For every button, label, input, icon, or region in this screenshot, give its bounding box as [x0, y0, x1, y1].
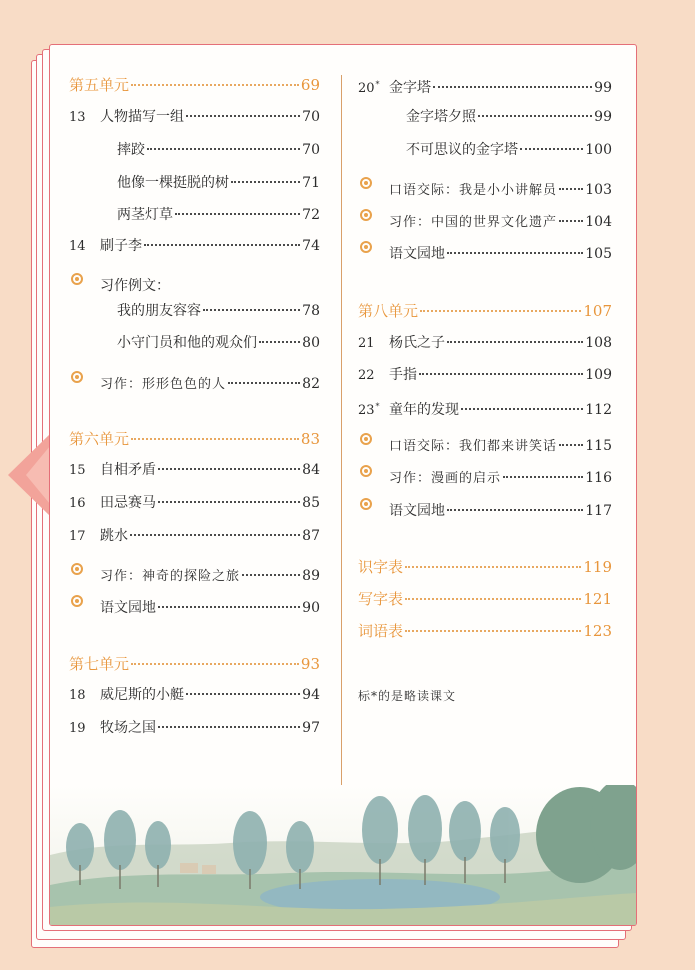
entry-title: 人物描写一组 — [100, 109, 184, 125]
bullseye-icon — [69, 266, 100, 290]
lesson-number-text: 13 — [69, 110, 86, 125]
page-number: 78 — [302, 303, 320, 319]
lesson-number-text: 18 — [69, 688, 86, 703]
dot-leader — [447, 252, 583, 254]
page-number: 94 — [302, 687, 320, 703]
toc-activity-entry[interactable] — [69, 364, 320, 392]
toc-lesson-entry[interactable] — [358, 363, 612, 387]
column-divider — [341, 75, 342, 802]
toc-lesson-entry[interactable] — [358, 73, 612, 97]
toc-activity-entry[interactable] — [358, 234, 612, 262]
page-number: 105 — [585, 246, 612, 262]
toc-activity-entry[interactable] — [69, 266, 320, 294]
toc-lesson-entry[interactable] — [69, 491, 320, 515]
lesson-number — [358, 332, 389, 356]
entry-title: 不可思议的金字塔 — [406, 142, 518, 158]
dot-leader — [231, 181, 300, 183]
skim-reading-star: * — [375, 402, 380, 411]
bookmark-ribbon-icon — [4, 432, 52, 518]
lesson-number-text: 14 — [69, 239, 86, 254]
lesson-number — [69, 684, 100, 708]
dot-leader — [420, 310, 581, 312]
entry-title: 口语交际：我是小小讲解员 — [389, 183, 558, 198]
entry-title: 牧场之国 — [100, 720, 156, 736]
toc-unit-heading[interactable] — [69, 427, 320, 451]
lesson-number — [69, 717, 100, 741]
page-number: 123 — [583, 622, 612, 640]
page-number: 119 — [583, 558, 612, 576]
bullseye-icon — [358, 170, 389, 194]
entry-title: 第五单元 — [69, 76, 130, 94]
toc-subentry[interactable] — [117, 171, 320, 195]
dot-leader — [419, 373, 583, 375]
page-number: 99 — [594, 109, 612, 125]
lesson-number — [69, 525, 100, 549]
dot-leader — [175, 213, 300, 215]
lesson-number-text: 20 — [358, 81, 375, 96]
toc-subentry[interactable] — [406, 105, 612, 129]
entry-title: 口语交际：我们都来讲笑话 — [389, 439, 558, 454]
entry-title: 习作例文： — [100, 278, 170, 294]
toc-unit-heading[interactable] — [358, 555, 612, 579]
entry-title: 摔跤 — [117, 142, 145, 158]
lesson-number — [358, 73, 389, 101]
page-number: 100 — [585, 142, 612, 158]
dot-leader — [559, 220, 583, 222]
lesson-number — [69, 492, 100, 516]
toc-activity-entry[interactable] — [358, 491, 612, 519]
toc-lesson-entry[interactable] — [69, 716, 320, 740]
page-number: 97 — [302, 720, 320, 736]
entry-title: 习作：漫画的启示 — [389, 471, 502, 486]
entry-title: 语文园地 — [100, 600, 156, 616]
entry-title: 第八单元 — [358, 302, 419, 320]
entry-title: 第七单元 — [69, 655, 130, 673]
toc-lesson-entry[interactable] — [69, 234, 320, 258]
dot-leader — [158, 468, 300, 470]
toc-activity-entry[interactable] — [358, 458, 612, 486]
bullseye-icon — [358, 491, 389, 515]
dot-leader — [228, 382, 300, 384]
toc-unit-heading[interactable] — [69, 652, 320, 676]
page-number: 89 — [302, 568, 320, 584]
bullseye-icon — [69, 588, 100, 612]
toc-lesson-entry[interactable] — [69, 458, 320, 482]
toc-lesson-entry[interactable] — [69, 105, 320, 129]
entry-title: 田忌赛马 — [100, 495, 156, 511]
toc-lesson-entry[interactable] — [69, 683, 320, 707]
abbreviation-note: 标*的是略读课文 — [358, 689, 457, 703]
page-number: 82 — [302, 376, 320, 392]
page-number: 104 — [585, 214, 612, 230]
dot-leader — [147, 148, 300, 150]
toc-activity-entry[interactable] — [358, 426, 612, 454]
dot-leader — [405, 566, 581, 568]
dot-leader — [158, 501, 300, 503]
toc-lesson-entry[interactable] — [358, 331, 612, 355]
page-number: 70 — [302, 109, 320, 125]
entry-title: 习作：中国的世界文化遗产 — [389, 215, 558, 230]
dot-leader — [131, 438, 299, 440]
page-number: 109 — [585, 367, 612, 383]
page-number: 83 — [300, 430, 320, 448]
entry-title: 小守门员和他的观众们 — [117, 335, 257, 351]
bullseye-icon — [358, 426, 389, 450]
page-number: 112 — [585, 402, 612, 418]
page-number: 115 — [585, 438, 612, 454]
entry-title: 童年的发现 — [389, 402, 459, 418]
entry-title: 杨氏之子 — [389, 335, 445, 351]
bullseye-icon — [358, 458, 389, 482]
page-number: 116 — [585, 470, 612, 486]
dot-leader — [520, 148, 583, 150]
page-number: 69 — [300, 76, 320, 94]
toc-activity-entry[interactable] — [358, 170, 612, 198]
toc-subentry[interactable] — [117, 299, 320, 323]
entry-title: 语文园地 — [389, 246, 445, 262]
entry-title: 威尼斯的小艇 — [100, 687, 184, 703]
page-number: 70 — [302, 142, 320, 158]
lesson-number-text: 16 — [69, 496, 86, 511]
entry-title: 习作：形形色色的人 — [100, 377, 227, 392]
entry-title: 第六单元 — [69, 430, 130, 448]
entry-title: 他像一棵挺脱的树 — [117, 175, 229, 191]
bullseye-icon — [358, 234, 389, 258]
page-number: 107 — [583, 302, 612, 320]
toc-activity-entry[interactable] — [69, 556, 320, 584]
page-number: 72 — [302, 207, 320, 223]
entry-title: 金字塔 — [389, 80, 431, 96]
skim-reading-star: * — [375, 80, 380, 89]
page-number: 121 — [583, 590, 612, 608]
toc-unit-heading[interactable] — [358, 299, 612, 323]
page-number: 90 — [302, 600, 320, 616]
lesson-number — [69, 106, 100, 130]
page-number: 85 — [302, 495, 320, 511]
dot-leader — [242, 574, 300, 576]
bullseye-icon — [69, 364, 100, 388]
lesson-number — [358, 364, 389, 388]
toc-lesson-entry[interactable] — [69, 524, 320, 548]
dot-leader — [130, 534, 300, 536]
lesson-number-text: 19 — [69, 721, 86, 736]
toc-unit-heading[interactable] — [358, 619, 612, 643]
toc-page — [49, 44, 637, 926]
lesson-number-text: 23 — [358, 403, 375, 418]
dot-leader — [158, 606, 300, 608]
lesson-number-text: 17 — [69, 529, 86, 544]
page-number: 93 — [300, 655, 320, 673]
dot-leader — [186, 693, 300, 695]
dot-leader — [503, 476, 583, 478]
entry-title: 刷子李 — [100, 238, 142, 254]
page-number: 103 — [585, 182, 612, 198]
entry-title: 跳水 — [100, 528, 128, 544]
page-number: 80 — [302, 335, 320, 351]
entry-title: 识字表 — [358, 558, 404, 576]
entry-title: 语文园地 — [389, 503, 445, 519]
dot-leader — [203, 309, 300, 311]
dot-leader — [559, 188, 583, 190]
dot-leader — [131, 84, 299, 86]
page-number: 108 — [585, 335, 612, 351]
lesson-number — [358, 395, 389, 423]
dot-leader — [186, 115, 300, 117]
dot-leader — [405, 630, 581, 632]
entry-title: 手指 — [389, 367, 417, 383]
page-number: 99 — [594, 80, 612, 96]
lesson-number — [69, 235, 100, 259]
entry-title: 自相矛盾 — [100, 462, 156, 478]
page-number: 71 — [302, 175, 320, 191]
entry-title: 写字表 — [358, 590, 404, 608]
dot-leader — [461, 408, 583, 410]
lesson-number-text: 21 — [358, 336, 375, 351]
entry-title: 两茎灯草 — [117, 207, 173, 223]
lesson-number-text: 22 — [358, 368, 375, 383]
dot-leader — [478, 115, 592, 117]
landscape-illustration — [50, 785, 636, 925]
dot-leader — [405, 598, 581, 600]
bullseye-icon — [358, 202, 389, 226]
lesson-number — [69, 459, 100, 483]
toc-subentry[interactable] — [117, 138, 320, 162]
dot-leader — [158, 726, 300, 728]
page-number: 117 — [585, 503, 612, 519]
toc-subentry[interactable] — [117, 203, 320, 227]
entry-title: 金字塔夕照 — [406, 109, 476, 125]
toc-activity-entry[interactable] — [358, 202, 612, 230]
dot-leader — [433, 86, 592, 88]
toc-unit-heading[interactable] — [358, 587, 612, 611]
entry-title: 习作：神奇的探险之旅 — [100, 569, 241, 584]
dot-leader — [259, 341, 300, 343]
dot-leader — [144, 244, 300, 246]
toc-subentry[interactable] — [117, 331, 320, 355]
page-number: 87 — [302, 528, 320, 544]
dot-leader — [447, 509, 583, 511]
page-number: 74 — [302, 238, 320, 254]
dot-leader — [447, 341, 583, 343]
toc-subentry[interactable] — [406, 138, 612, 162]
toc-lesson-entry[interactable] — [358, 395, 612, 419]
entry-title: 词语表 — [358, 622, 404, 640]
bullseye-icon — [69, 556, 100, 580]
toc-activity-entry[interactable] — [69, 588, 320, 616]
lesson-number-text: 15 — [69, 463, 86, 478]
dot-leader — [559, 444, 583, 446]
dot-leader — [131, 663, 299, 665]
page-number: 84 — [302, 462, 320, 478]
entry-title: 我的朋友容容 — [117, 303, 201, 319]
toc-unit-heading[interactable] — [69, 73, 320, 97]
